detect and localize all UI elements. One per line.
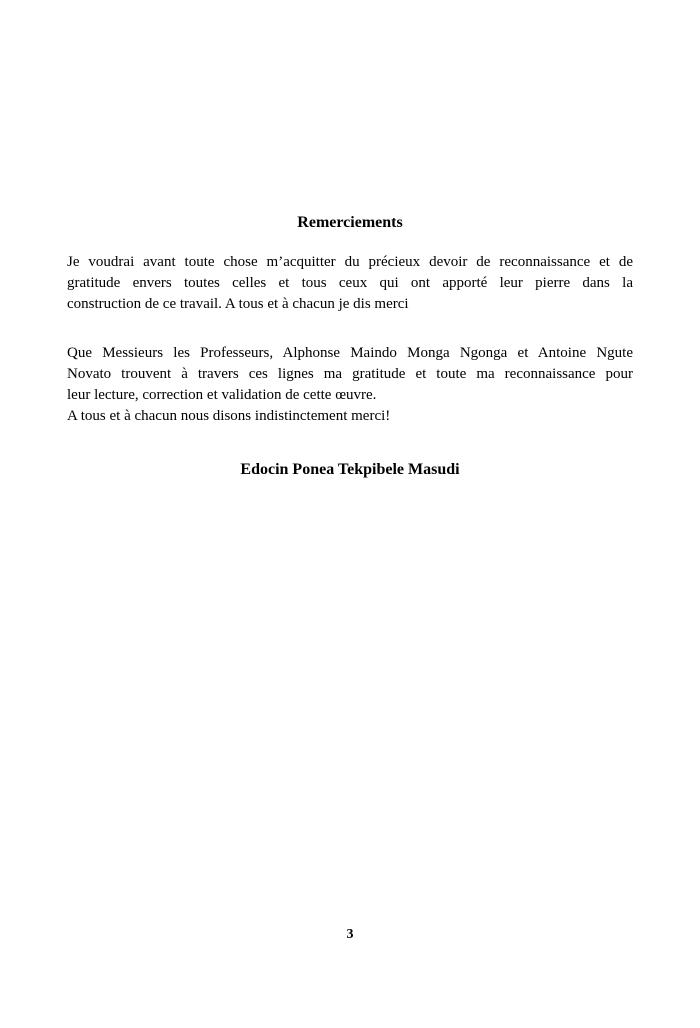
paragraph-1-line-1: Je voudrai avant toute chose m’acquitter du précieux devoir de reconnaissance et de — [67, 254, 633, 270]
acknowledgement-paragraph-3 — [67, 406, 633, 427]
paragraph-2-line-2: Novato trouvent à travers ces lignes ma gratitude et toute ma reconnaissance pour — [67, 366, 633, 382]
paragraph-3-line-1: A tous et à chacun nous disons indistinctement merci! — [67, 408, 391, 424]
paragraph-2-line-3: leur lecture, correction et validation de cette œuvre. — [67, 387, 377, 403]
page-title: Remerciements — [297, 214, 403, 231]
paragraph-2-line-1: Que Messieurs les Professeurs, Alphonse Maindo Monga Ngonga et Antoine Ngute — [67, 345, 633, 361]
author-signature: Edocin Ponea Tekpibele Masudi — [240, 461, 460, 478]
paragraph-1-line-3: construction de ce travail. A tous et à chacun je dis merci — [67, 296, 409, 312]
page-number: 3 — [346, 927, 354, 942]
paragraph-1-line-2: gratitude envers toutes celles et tous ceux qui ont apporté leur pierre dans la — [67, 275, 633, 291]
acknowledgement-paragraph-2 — [67, 343, 633, 406]
acknowledgement-paragraph-1 — [67, 252, 633, 315]
